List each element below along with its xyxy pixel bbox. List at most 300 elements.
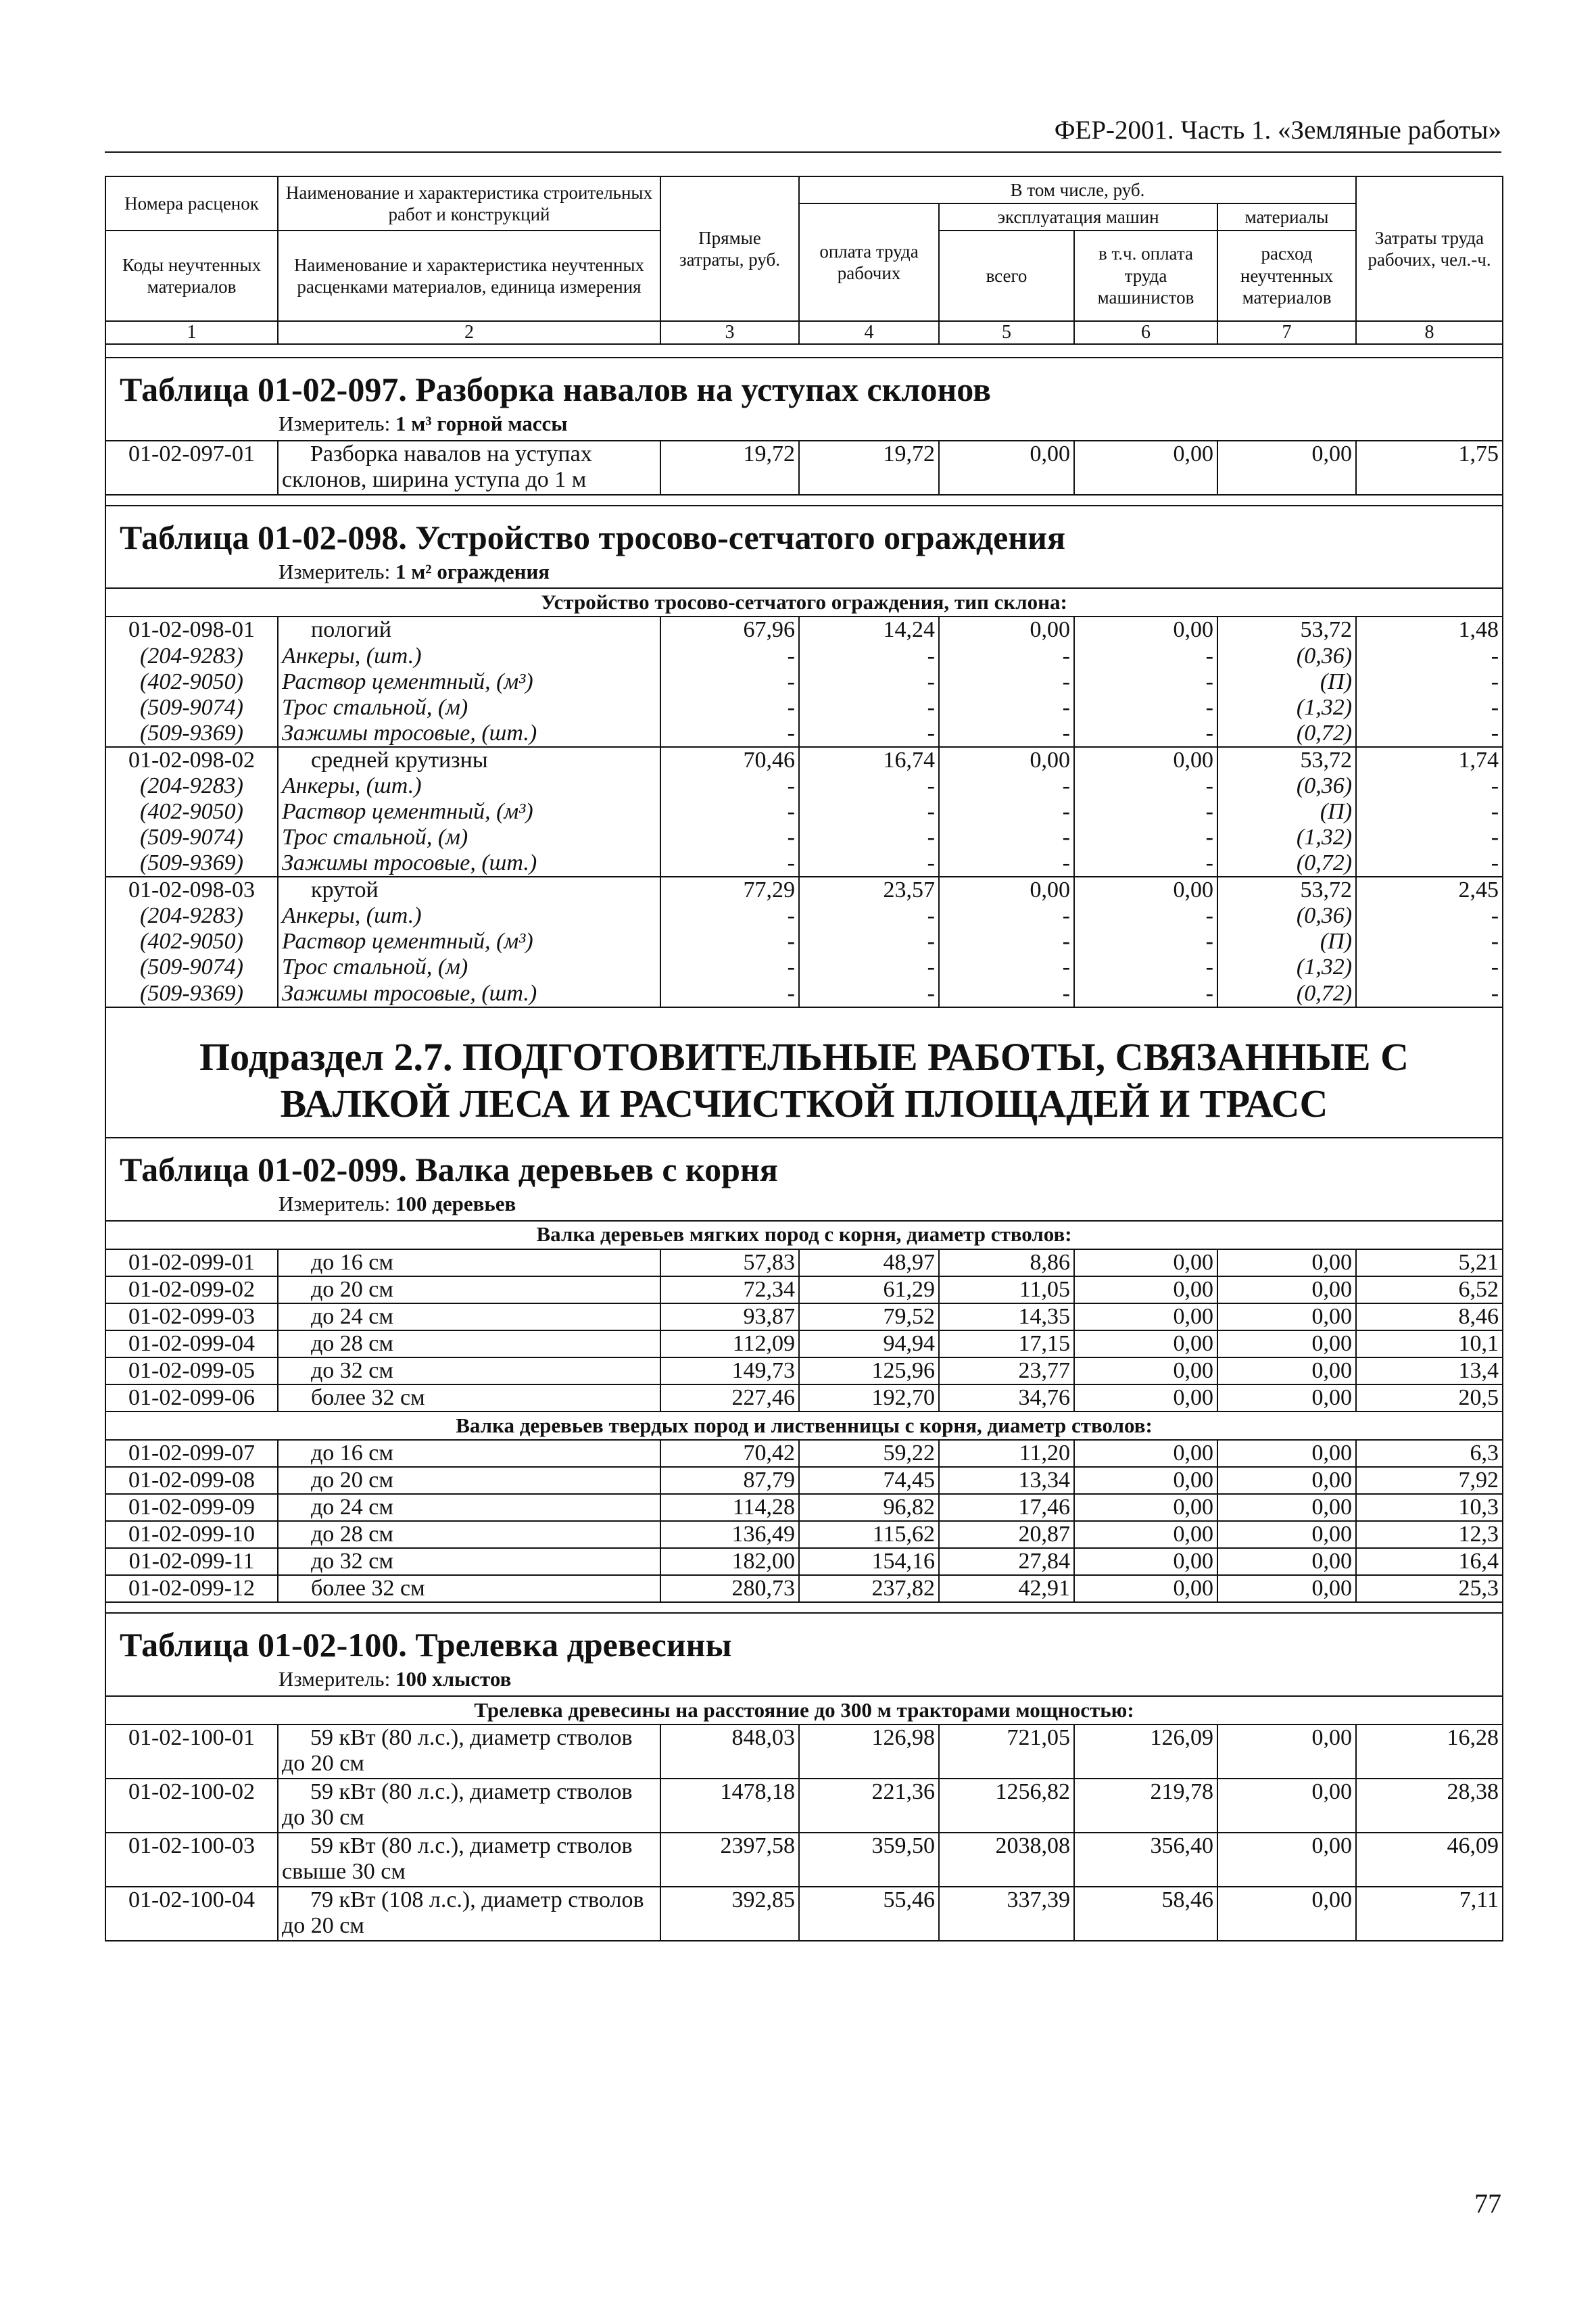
direct-cost-cell: 19,72: [660, 441, 799, 495]
machinist-pay-cell: 0,00: [1074, 1494, 1217, 1521]
labor-hours-cell: -: [1356, 929, 1503, 955]
meter-cell: [105, 1665, 1503, 1696]
machines-header: эксплуатация машин: [939, 203, 1217, 231]
direct-cost-cell: 67,96: [660, 617, 799, 643]
materials-cell: 0,00: [1217, 1548, 1356, 1575]
materials-cell: 0,00: [1217, 1467, 1356, 1494]
name-cell: до 32 см: [278, 1548, 660, 1575]
materials-cell: 0,00: [1217, 1833, 1356, 1887]
machinist-pay-cell: 356,40: [1074, 1833, 1217, 1887]
machinist-pay-cell: -: [1074, 903, 1217, 929]
name-cell: Анкеры, (шт.): [278, 903, 660, 929]
col2-bottom-header: Наименование и характеристика неучтенных расценками материалов, единица измерения: [278, 231, 660, 321]
group-heading: Валка деревьев твердых пород и лиственницы с корня, диаметр стволов:: [105, 1412, 1503, 1440]
code-cell: 01-02-099-04: [105, 1330, 278, 1357]
code-cell: (402-9050): [105, 669, 278, 695]
table-row: [105, 1779, 1503, 1833]
machinist-pay-cell: 0,00: [1074, 441, 1217, 495]
materials-cell: 0,00: [1217, 1521, 1356, 1548]
machinist-pay-cell: -: [1074, 825, 1217, 850]
materials-cell: (1,32): [1217, 825, 1356, 850]
code-cell: 01-02-100-02: [105, 1779, 278, 1833]
materials-cell: 0,00: [1217, 1330, 1356, 1357]
materials-cell: 53,72: [1217, 877, 1356, 903]
price-table: [105, 176, 1503, 1941]
subsection-heading: Подраздел 2.7. ПОДГОТОВИТЕЛЬНЫЕ РАБОТЫ, СВЯЗАННЫЕ С ВАЛКОЙ ЛЕСА И РАСЧИСТКОЙ ПЛОЩАДЕЙ И ТРАСС: [105, 1007, 1503, 1138]
table-row: [105, 981, 1503, 1007]
name-cell: 59 кВт (80 л.с.), диаметр стволов до 20 см: [278, 1724, 660, 1779]
labor-pay-cell: -: [799, 644, 939, 669]
direct-cost-cell: 72,34: [660, 1276, 799, 1303]
labor-pay-cell: 96,82: [799, 1494, 939, 1521]
direct-cost-cell: 392,85: [660, 1887, 799, 1941]
direct-cost-cell: -: [660, 850, 799, 877]
direct-cost-cell: 136,49: [660, 1521, 799, 1548]
machines-total-cell: 17,46: [939, 1494, 1074, 1521]
section-spacer: [105, 495, 1503, 506]
machines-total-cell: 0,00: [939, 441, 1074, 495]
machinist-pay-cell: 0,00: [1074, 747, 1217, 773]
group-heading: Валка деревьев мягких пород с корня, диаметр стволов:: [105, 1221, 1503, 1249]
labor-hours-cell: 16,4: [1356, 1548, 1503, 1575]
table-row: [105, 1575, 1503, 1602]
name-cell: Анкеры, (шт.): [278, 773, 660, 799]
machinist-pay-cell: 0,00: [1074, 1575, 1217, 1602]
table-row: [105, 929, 1503, 955]
machinist-pay-cell: 0,00: [1074, 1303, 1217, 1330]
name-cell: до 28 см: [278, 1521, 660, 1548]
meter-label: Измеритель:: [279, 412, 391, 435]
machines-total-cell: 0,00: [939, 747, 1074, 773]
group-heading-row: [105, 1412, 1503, 1440]
code-cell: 01-02-100-01: [105, 1724, 278, 1779]
machinist-pay-cell: -: [1074, 799, 1217, 825]
materials-cell: 0,00: [1217, 1724, 1356, 1779]
col6-header: в т.ч. оплата труда машинистов: [1074, 231, 1217, 321]
direct-cost-cell: -: [660, 644, 799, 669]
meter-row: [105, 1190, 1503, 1221]
col1-top-header: Номера расценок: [105, 176, 278, 231]
column-numbers-row: [105, 321, 1503, 344]
labor-pay-cell: 192,70: [799, 1384, 939, 1412]
labor-hours-cell: 7,11: [1356, 1887, 1503, 1941]
table-row: [105, 850, 1503, 877]
machines-total-cell: 20,87: [939, 1521, 1074, 1548]
spacer-cell: [105, 495, 1503, 506]
column-number-cell: 7: [1217, 321, 1356, 344]
materials-cell: 0,00: [1217, 1887, 1356, 1941]
table-099-title-row: [105, 1138, 1503, 1190]
labor-hours-cell: 20,5: [1356, 1384, 1503, 1412]
direct-cost-cell: 182,00: [660, 1548, 799, 1575]
code-cell: 01-02-099-10: [105, 1521, 278, 1548]
code-cell: (509-9369): [105, 850, 278, 877]
name-cell: до 16 см: [278, 1440, 660, 1467]
code-cell: 01-02-098-03: [105, 877, 278, 903]
direct-cost-cell: 280,73: [660, 1575, 799, 1602]
meter-label: Измеритель:: [279, 1667, 391, 1691]
labor-pay-cell: 14,24: [799, 617, 939, 643]
name-cell: Раствор цементный, (м³): [278, 929, 660, 955]
direct-cost-cell: 93,87: [660, 1303, 799, 1330]
column-number-cell: 5: [939, 321, 1074, 344]
labor-pay-cell: -: [799, 850, 939, 877]
code-cell: 01-02-099-08: [105, 1467, 278, 1494]
labor-hours-cell: -: [1356, 644, 1503, 669]
labor-pay-cell: 55,46: [799, 1887, 939, 1941]
group-heading-row: [105, 1696, 1503, 1724]
machinist-pay-cell: -: [1074, 929, 1217, 955]
materials-cell: 53,72: [1217, 617, 1356, 643]
code-cell: (402-9050): [105, 799, 278, 825]
labor-pay-cell: 16,74: [799, 747, 939, 773]
machinist-pay-cell: -: [1074, 773, 1217, 799]
table-row: [105, 799, 1503, 825]
machines-total-cell: 34,76: [939, 1384, 1074, 1412]
materials-cell: (0,72): [1217, 721, 1356, 747]
materials-cell: (1,32): [1217, 955, 1356, 980]
meter-cell: [105, 1190, 1503, 1221]
code-cell: 01-02-098-02: [105, 747, 278, 773]
col8-header: Затраты труда рабочих, чел.-ч.: [1356, 176, 1503, 321]
direct-cost-cell: -: [660, 695, 799, 721]
labor-pay-cell: -: [799, 773, 939, 799]
direct-cost-cell: -: [660, 929, 799, 955]
name-cell: до 32 см: [278, 1357, 660, 1384]
code-cell: (509-9074): [105, 825, 278, 850]
labor-pay-cell: 59,22: [799, 1440, 939, 1467]
column-number-cell: 6: [1074, 321, 1217, 344]
code-cell: (509-9369): [105, 721, 278, 747]
table-100-title: Таблица 01-02-100. Трелевка древесины: [105, 1613, 1503, 1665]
meter-label: Измеритель:: [279, 1191, 391, 1215]
table-row: [105, 1548, 1503, 1575]
machinist-pay-cell: 0,00: [1074, 1276, 1217, 1303]
direct-cost-cell: 87,79: [660, 1467, 799, 1494]
group-heading: Трелевка древесины на расстояние до 300 м тракторами мощностью:: [105, 1696, 1503, 1724]
labor-hours-cell: 1,74: [1356, 747, 1503, 773]
code-cell: 01-02-097-01: [105, 441, 278, 495]
table-098-title-row: [105, 506, 1503, 558]
table-row: [105, 1887, 1503, 1941]
subsection-heading-row: [105, 1007, 1503, 1138]
table-row: [105, 1467, 1503, 1494]
machinist-pay-cell: 0,00: [1074, 1384, 1217, 1412]
spacer-cell: [105, 344, 1503, 358]
labor-pay-cell: -: [799, 695, 939, 721]
meter-cell: [105, 410, 1503, 441]
materials-cell: 0,00: [1217, 1440, 1356, 1467]
materials-cell: 53,72: [1217, 747, 1356, 773]
direct-cost-cell: 1478,18: [660, 1779, 799, 1833]
code-cell: 01-02-099-01: [105, 1249, 278, 1276]
name-cell: Зажимы тросовые, (шт.): [278, 981, 660, 1007]
code-cell: 01-02-099-02: [105, 1276, 278, 1303]
machines-total-cell: -: [939, 929, 1074, 955]
column-number-cell: 4: [799, 321, 939, 344]
machines-total-cell: -: [939, 955, 1074, 980]
name-cell: средней крутизны: [278, 747, 660, 773]
materials-cell: 0,00: [1217, 1779, 1356, 1833]
table-097-title: Таблица 01-02-097. Разборка навалов на уступах склонов: [105, 358, 1503, 410]
direct-cost-cell: 149,73: [660, 1357, 799, 1384]
table-097-title-row: [105, 358, 1503, 410]
direct-cost-cell: -: [660, 955, 799, 980]
machinist-pay-cell: -: [1074, 669, 1217, 695]
materials-cell: 0,00: [1217, 1384, 1356, 1412]
labor-hours-cell: 6,3: [1356, 1440, 1503, 1467]
materials-cell: (П): [1217, 669, 1356, 695]
machinist-pay-cell: 0,00: [1074, 1249, 1217, 1276]
name-cell: до 20 см: [278, 1467, 660, 1494]
code-cell: 01-02-099-07: [105, 1440, 278, 1467]
code-cell: (402-9050): [105, 929, 278, 955]
machines-total-cell: 337,39: [939, 1887, 1074, 1941]
machinist-pay-cell: 58,46: [1074, 1887, 1217, 1941]
meter-row: [105, 558, 1503, 589]
direct-cost-cell: 112,09: [660, 1330, 799, 1357]
labor-pay-cell: -: [799, 903, 939, 929]
labor-hours-cell: 2,45: [1356, 877, 1503, 903]
direct-cost-cell: 70,46: [660, 747, 799, 773]
name-cell: Зажимы тросовые, (шт.): [278, 721, 660, 747]
materials-cell: (0,36): [1217, 903, 1356, 929]
meter-value: 100 деревьев: [395, 1191, 516, 1215]
table-row: [105, 1833, 1503, 1887]
table-row: [105, 1357, 1503, 1384]
name-cell: до 28 см: [278, 1330, 660, 1357]
materials-cell: 0,00: [1217, 1303, 1356, 1330]
spacer-cell: [105, 1602, 1503, 1613]
machinist-pay-cell: -: [1074, 644, 1217, 669]
name-cell: Раствор цементный, (м³): [278, 669, 660, 695]
table-row: [105, 669, 1503, 695]
machines-total-cell: 2038,08: [939, 1833, 1074, 1887]
name-cell: 79 кВт (108 л.с.), диаметр стволов до 20 см: [278, 1887, 660, 1941]
name-cell: до 16 см: [278, 1249, 660, 1276]
name-cell: более 32 см: [278, 1384, 660, 1412]
labor-hours-cell: 8,46: [1356, 1303, 1503, 1330]
table-row: [105, 1494, 1503, 1521]
meter-value: 100 хлыстов: [395, 1667, 512, 1691]
labor-pay-cell: 48,97: [799, 1249, 939, 1276]
machines-total-cell: -: [939, 773, 1074, 799]
labor-hours-cell: -: [1356, 850, 1503, 877]
labor-hours-cell: 1,75: [1356, 441, 1503, 495]
name-cell: более 32 см: [278, 1575, 660, 1602]
code-cell: 01-02-099-05: [105, 1357, 278, 1384]
direct-cost-cell: 77,29: [660, 877, 799, 903]
materials-cell: 0,00: [1217, 1276, 1356, 1303]
column-number-cell: 8: [1356, 321, 1503, 344]
labor-pay-cell: 154,16: [799, 1548, 939, 1575]
materials-cell: 0,00: [1217, 1575, 1356, 1602]
direct-cost-cell: 227,46: [660, 1384, 799, 1412]
col1-bottom-header: Коды неучтенных материалов: [105, 231, 278, 321]
name-cell: Разборка навалов на уступах склонов, ширина уступа до 1 м: [278, 441, 660, 495]
direct-cost-cell: -: [660, 773, 799, 799]
machinist-pay-cell: 0,00: [1074, 877, 1217, 903]
code-cell: 01-02-099-09: [105, 1494, 278, 1521]
materials-cell: (1,32): [1217, 695, 1356, 721]
direct-cost-cell: -: [660, 825, 799, 850]
code-cell: (204-9283): [105, 903, 278, 929]
col4-header: оплата труда рабочих: [799, 203, 939, 321]
code-cell: 01-02-099-03: [105, 1303, 278, 1330]
incl-header: В том числе, руб.: [799, 176, 1356, 203]
group-heading: Устройство тросово-сетчатого ограждения, тип склона:: [105, 588, 1503, 617]
machinist-pay-cell: -: [1074, 955, 1217, 980]
direct-cost-cell: -: [660, 799, 799, 825]
machines-total-cell: 0,00: [939, 617, 1074, 643]
name-cell: Трос стальной, (м): [278, 955, 660, 980]
labor-hours-cell: 1,48: [1356, 617, 1503, 643]
labor-hours-cell: 16,28: [1356, 1724, 1503, 1779]
machines-total-cell: -: [939, 669, 1074, 695]
labor-pay-cell: 79,52: [799, 1303, 939, 1330]
machines-total-cell: -: [939, 903, 1074, 929]
materials-cell: (0,36): [1217, 644, 1356, 669]
table-row: [105, 955, 1503, 980]
labor-pay-cell: 359,50: [799, 1833, 939, 1887]
machinist-pay-cell: 126,09: [1074, 1724, 1217, 1779]
labor-hours-cell: -: [1356, 825, 1503, 850]
machines-total-cell: 23,77: [939, 1357, 1074, 1384]
materials-cell: 0,00: [1217, 1249, 1356, 1276]
code-cell: 01-02-100-04: [105, 1887, 278, 1941]
column-number-cell: 3: [660, 321, 799, 344]
direct-cost-cell: -: [660, 903, 799, 929]
machinist-pay-cell: 0,00: [1074, 1330, 1217, 1357]
machinist-pay-cell: -: [1074, 850, 1217, 877]
labor-hours-cell: -: [1356, 955, 1503, 980]
labor-pay-cell: -: [799, 955, 939, 980]
machines-total-cell: 8,86: [939, 1249, 1074, 1276]
labor-pay-cell: -: [799, 825, 939, 850]
machinist-pay-cell: 0,00: [1074, 617, 1217, 643]
labor-pay-cell: -: [799, 981, 939, 1007]
machines-total-cell: -: [939, 850, 1074, 877]
table-row: [105, 1521, 1503, 1548]
machines-total-cell: 14,35: [939, 1303, 1074, 1330]
direct-cost-cell: -: [660, 981, 799, 1007]
labor-hours-cell: 25,3: [1356, 1575, 1503, 1602]
materials-cell: (П): [1217, 929, 1356, 955]
labor-pay-cell: 237,82: [799, 1575, 939, 1602]
labor-hours-cell: -: [1356, 695, 1503, 721]
col5-header: всего: [939, 231, 1074, 321]
labor-pay-cell: 19,72: [799, 441, 939, 495]
labor-pay-cell: 126,98: [799, 1724, 939, 1779]
code-cell: 01-02-099-12: [105, 1575, 278, 1602]
machines-total-cell: -: [939, 825, 1074, 850]
code-cell: (509-9369): [105, 981, 278, 1007]
labor-pay-cell: 74,45: [799, 1467, 939, 1494]
machinist-pay-cell: -: [1074, 981, 1217, 1007]
table-100-title-row: [105, 1613, 1503, 1665]
machinist-pay-cell: 0,00: [1074, 1548, 1217, 1575]
col7-header: расход неучтенных материалов: [1217, 231, 1356, 321]
group-heading-row: [105, 1221, 1503, 1249]
labor-pay-cell: -: [799, 669, 939, 695]
section-spacer: [105, 344, 1503, 358]
direct-cost-cell: -: [660, 669, 799, 695]
labor-pay-cell: -: [799, 721, 939, 747]
meter-value: 1 м³ горной массы: [395, 412, 568, 435]
meter-cell: [105, 558, 1503, 589]
name-cell: 59 кВт (80 л.с.), диаметр стволов свыше 30 см: [278, 1833, 660, 1887]
labor-hours-cell: 12,3: [1356, 1521, 1503, 1548]
name-cell: крутой: [278, 877, 660, 903]
labor-hours-cell: 10,1: [1356, 1330, 1503, 1357]
meter-value: 1 м² ограждения: [395, 559, 550, 583]
table-row: [105, 1724, 1503, 1779]
materials-cell: 0,00: [1217, 1494, 1356, 1521]
meter-row: [105, 410, 1503, 441]
machines-total-cell: -: [939, 981, 1074, 1007]
labor-pay-cell: 23,57: [799, 877, 939, 903]
table-row: [105, 1303, 1503, 1330]
column-number-cell: 1: [105, 321, 278, 344]
labor-hours-cell: 46,09: [1356, 1833, 1503, 1887]
name-cell: Раствор цементный, (м³): [278, 799, 660, 825]
machinist-pay-cell: 0,00: [1074, 1521, 1217, 1548]
labor-hours-cell: -: [1356, 799, 1503, 825]
table-099-title: Таблица 01-02-099. Валка деревьев с корня: [105, 1138, 1503, 1190]
direct-cost-cell: 2397,58: [660, 1833, 799, 1887]
name-cell: Анкеры, (шт.): [278, 644, 660, 669]
labor-pay-cell: 61,29: [799, 1276, 939, 1303]
name-cell: Трос стальной, (м): [278, 695, 660, 721]
name-cell: пологий: [278, 617, 660, 643]
labor-hours-cell: -: [1356, 773, 1503, 799]
labor-pay-cell: 221,36: [799, 1779, 939, 1833]
labor-hours-cell: 7,92: [1356, 1467, 1503, 1494]
code-cell: (509-9074): [105, 695, 278, 721]
col2-top-header: Наименование и характеристика строительных работ и конструкций: [278, 176, 660, 231]
machinist-pay-cell: -: [1074, 695, 1217, 721]
code-cell: (204-9283): [105, 644, 278, 669]
labor-pay-cell: 115,62: [799, 1521, 939, 1548]
meter-label: Измеритель:: [279, 559, 391, 583]
materials-cell: (0,72): [1217, 981, 1356, 1007]
code-cell: 01-02-099-11: [105, 1548, 278, 1575]
labor-pay-cell: -: [799, 929, 939, 955]
labor-pay-cell: 125,96: [799, 1357, 939, 1384]
machinist-pay-cell: 0,00: [1074, 1467, 1217, 1494]
section-spacer: [105, 1602, 1503, 1613]
name-cell: 59 кВт (80 л.с.), диаметр стволов до 30 см: [278, 1779, 660, 1833]
table-row: [105, 1330, 1503, 1357]
code-cell: (509-9074): [105, 955, 278, 980]
running-header: ФЕР-2001. Часть 1. «Земляные работы»: [1054, 116, 1501, 145]
header-rule: [105, 151, 1501, 153]
machines-total-cell: 11,05: [939, 1276, 1074, 1303]
name-cell: до 24 см: [278, 1303, 660, 1330]
page-number: 77: [1474, 2188, 1501, 2219]
code-cell: 01-02-099-06: [105, 1384, 278, 1412]
table-row: [105, 1249, 1503, 1276]
table-row: [105, 773, 1503, 799]
name-cell: до 24 см: [278, 1494, 660, 1521]
machines-total-cell: 42,91: [939, 1575, 1074, 1602]
materials-cell: 0,00: [1217, 441, 1356, 495]
labor-hours-cell: -: [1356, 981, 1503, 1007]
table-row: [105, 825, 1503, 850]
machinist-pay-cell: 0,00: [1074, 1357, 1217, 1384]
name-cell: Зажимы тросовые, (шт.): [278, 850, 660, 877]
materials-cell: (П): [1217, 799, 1356, 825]
